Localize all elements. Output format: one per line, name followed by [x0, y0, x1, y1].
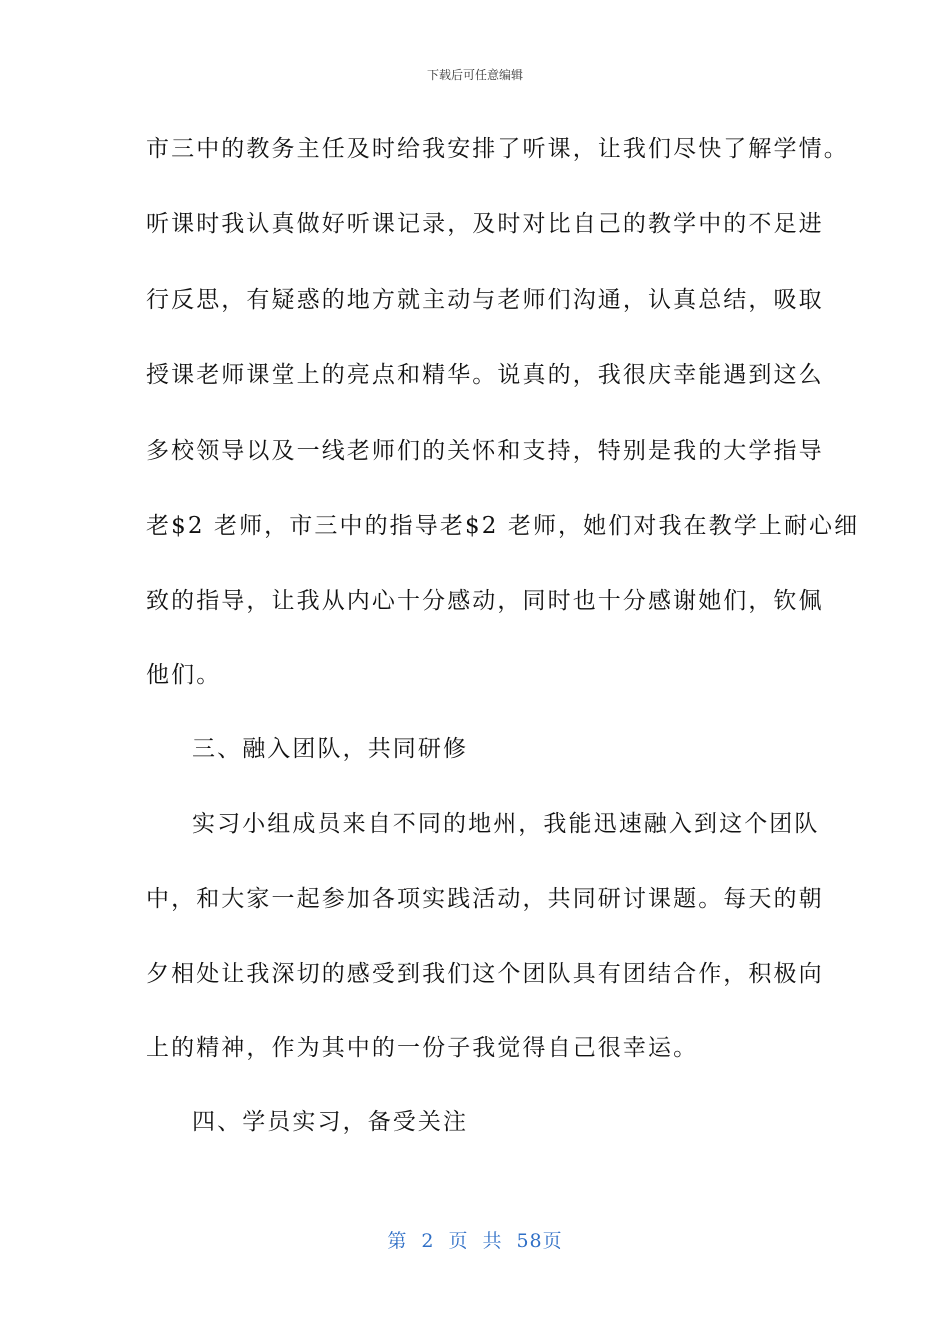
body-line: 中，和大家一起参加各项实践活动，共同研讨课题。每天的朝 — [146, 886, 824, 912]
footer-page-unit: 页 — [448, 1230, 469, 1252]
body-line: 听课时我认真做好听课记录，及时对比自己的教学中的不足进 — [146, 211, 824, 237]
body-line: 致的指导，让我从内心十分感动，同时也十分感谢她们，钦佩 — [146, 588, 824, 614]
footer-prefix: 第 — [387, 1230, 408, 1252]
body-line: 夕相处让我深切的感受到我们这个团队具有团结合作，积极向 — [146, 961, 824, 987]
body-line: 市三中的教务主任及时给我安排了听课，让我们尽快了解学情。 — [146, 136, 849, 162]
body-line: 实习小组成员来自不同的地州，我能迅速融入到这个团队 — [192, 811, 820, 837]
header-note: 下载后可任意编辑 — [426, 68, 523, 82]
footer-total-pages: 58页 — [516, 1230, 563, 1252]
footer-total-label: 共 — [482, 1230, 503, 1252]
body-line: 他们。 — [146, 662, 222, 688]
body-line: 行反思，有疑惑的地方就主动与老师们沟通，认真总结，吸取 — [146, 287, 824, 313]
section-heading: 三、融入团队，共同研修 — [192, 736, 469, 762]
body-line: 老$2 老师，市三中的指导老$2 老师，她们对我在教学上耐心细 — [146, 513, 860, 539]
body-line: 上的精神，作为其中的一份子我觉得自己很幸运。 — [146, 1035, 699, 1061]
section-heading: 四、学员实习，备受关注 — [192, 1109, 469, 1135]
body-line: 授课老师课堂上的亮点和精华。说真的，我很庆幸能遇到这么 — [146, 362, 824, 388]
page-footer — [0, 1226, 950, 1253]
footer-current-page: 2 — [421, 1230, 435, 1252]
body-line: 多校领导以及一线老师们的关怀和支持，特别是我的大学指导 — [146, 438, 824, 464]
